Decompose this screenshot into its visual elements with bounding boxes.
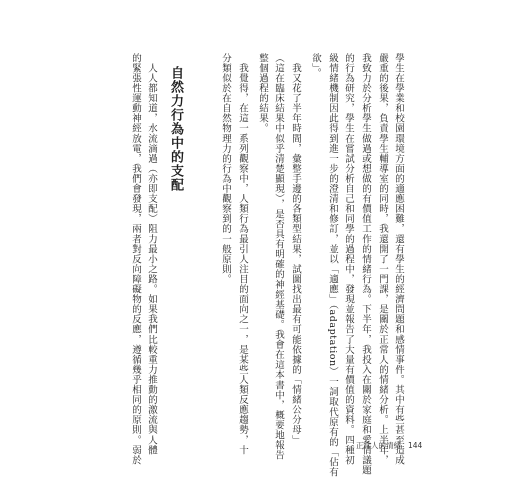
text-column: 我覺得，在這一系列觀察中，人類行為最引人注目的面向之一，是某些人類反應趨勢，十 [237,53,248,455]
text-column: 嚴重的後果，負責學生輔導室的同時，我還開了一門課，是關於正常人的情緒分析。上半年， [377,53,388,466]
text-column: 人人都知道，水流滴過（亦即支配）阻力最小之路。如果我們比較重力推動的激流與人體 [146,53,157,455]
text-column: 的行為研究，學生在嘗試分析自己和同學的過程中，發現並報告了大量有價值的資料。四種初 [343,53,354,466]
section-heading: 自然力行為中的支配 [168,66,183,192]
text-column: 學生在學業和校園環境方面的適應困難，還有學生的經濟問題和感情事件。其中有些甚至造成 [393,53,404,466]
text-column: 分類似於在自然物理力的行為中觀察到的一般原則。 [220,53,231,285]
text-column: 欲」。 [310,53,321,79]
text-column: 的緊張性運動神經放電，我們會發現，兩者對反向障礙物的反應，遵循幾乎相同的原則。弱於 [130,53,141,466]
text-column: 級情緒機制因此得到進一步的澄清和修訂，並以「適應」（adaptation）一詞取代原有的「佔有 [327,53,338,478]
page-number: 144 [408,441,423,450]
text-column: 我致力於分析學生做過或想做的有價值工作的情緒行為。下半年，我投入在關於家庭和愛情議題 [360,53,371,476]
text-column: 整個過程的結果。 [257,53,268,134]
page-footer [356,440,422,451]
text-column: （這在臨床結果中似乎清楚顯現），是否具有明確的神經基礎。我會在這本書中，概要地報告 [273,53,284,461]
text-column: 我又花了半年時間，彙整手邊的各類型結果，試圖找出最有可能依據的「情緒公分母」 [290,53,301,445]
running-title: 正常人的情緒 [356,441,401,450]
